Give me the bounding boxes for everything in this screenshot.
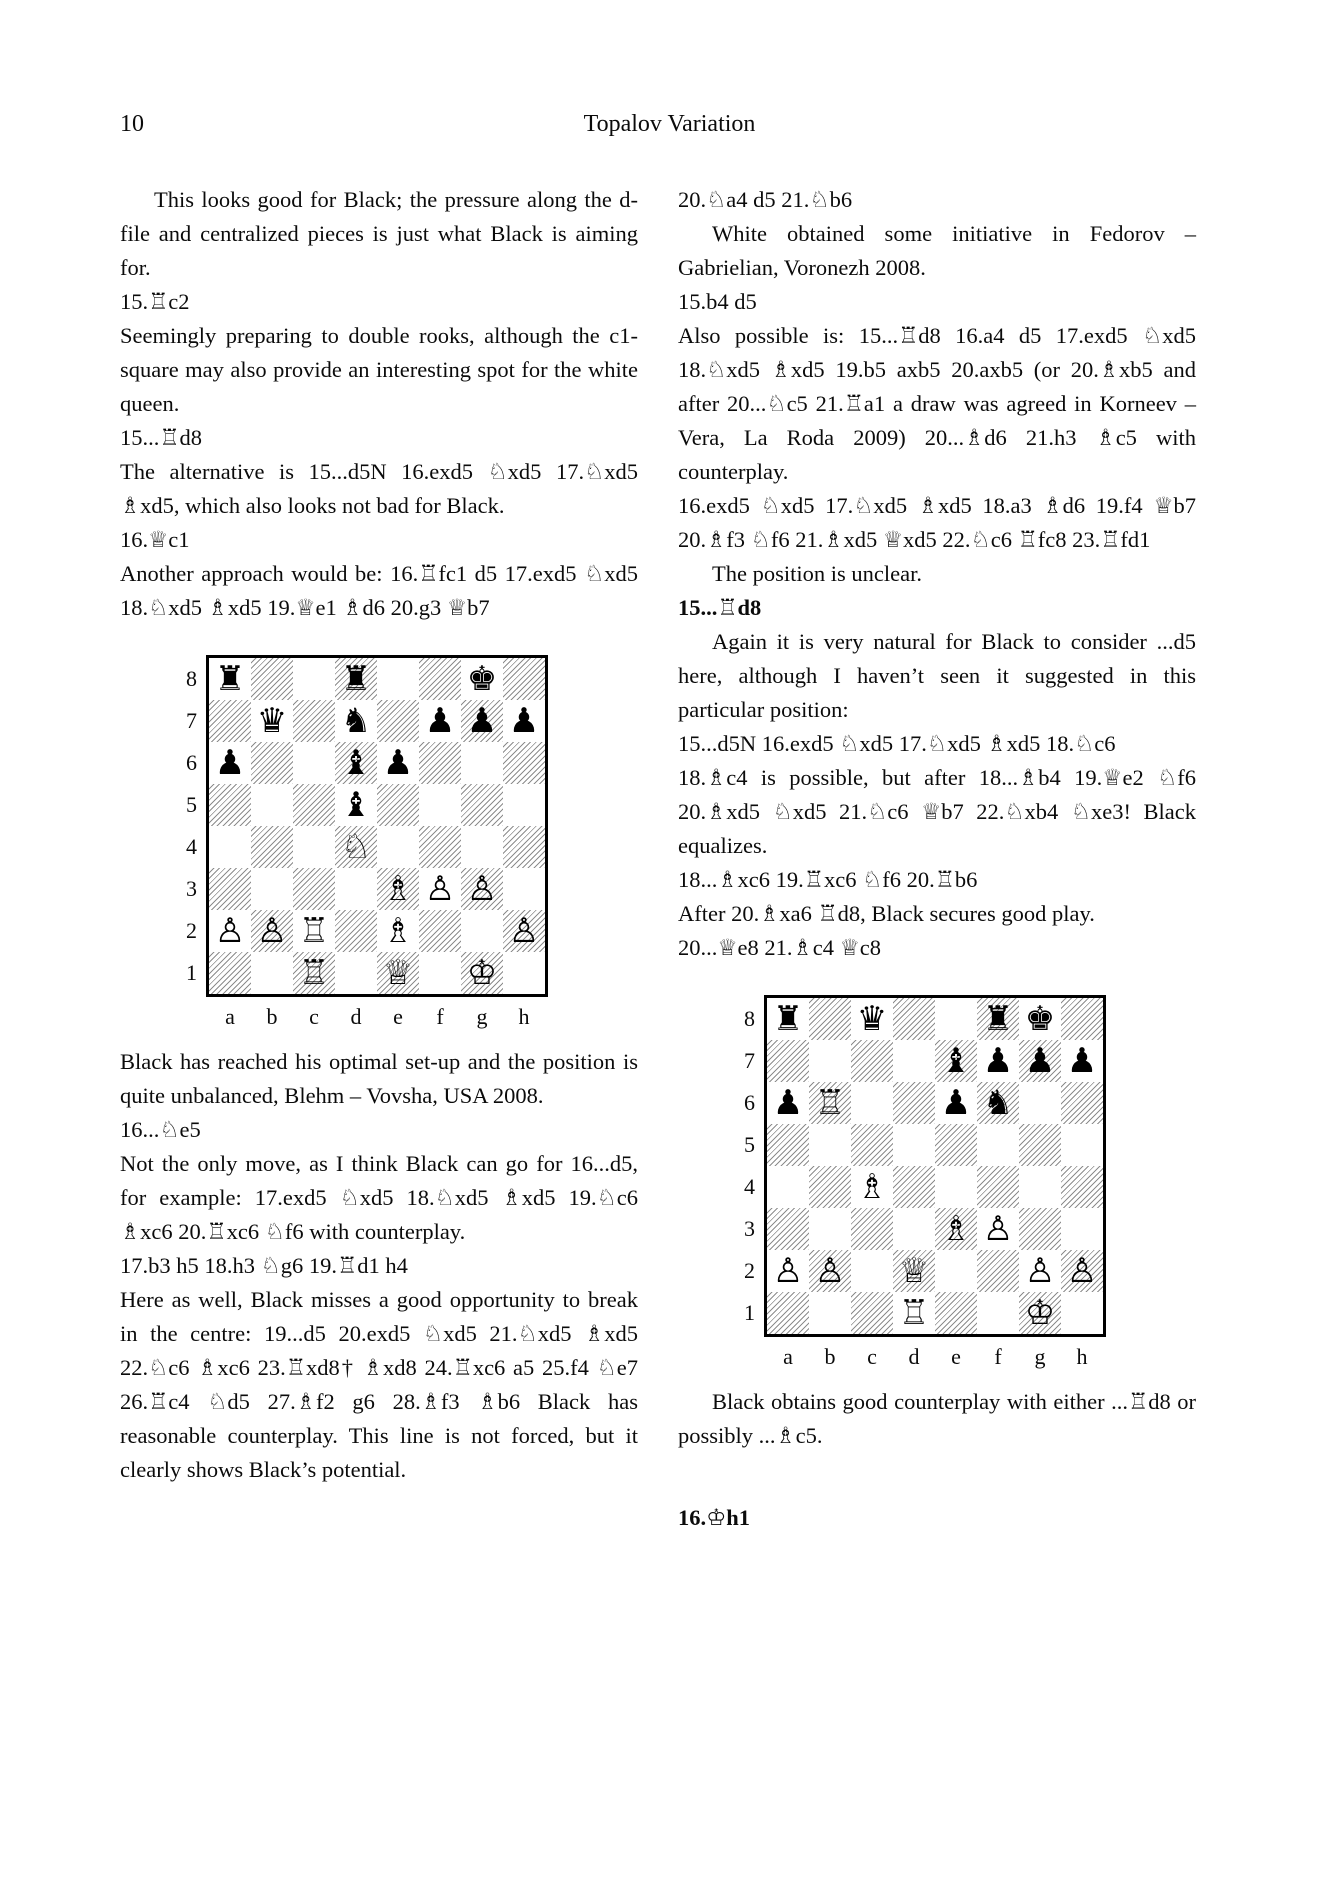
annotation: Black has reached his optimal set-up and the position is quite unbalanced, Blehm – Vovsha, USA 2008. xyxy=(120,1049,638,1108)
white-bishop-icon: ♗ xyxy=(382,911,414,951)
move-line: 20.♘a4 d5 21.♘b6 xyxy=(678,187,853,212)
square-c3 xyxy=(293,868,335,910)
chess-board xyxy=(206,655,548,997)
square-a5 xyxy=(209,784,251,826)
square-h4 xyxy=(1061,1166,1103,1208)
square-g5 xyxy=(461,784,503,826)
square-f3 xyxy=(419,868,461,910)
white-pawn-icon: ♙ xyxy=(256,911,288,951)
black-bishop-icon: ♝ xyxy=(340,743,372,783)
square-a6 xyxy=(209,742,251,784)
file-label: e xyxy=(951,1344,961,1369)
annotation: Seemingly preparing to double rooks, although the c1-square may also provide an interesting spot for the white queen. xyxy=(120,323,638,416)
square-h5 xyxy=(503,784,545,826)
square-c8 xyxy=(293,658,335,700)
square-a1 xyxy=(209,952,251,994)
square-e2 xyxy=(935,1250,977,1292)
square-c6 xyxy=(851,1082,893,1124)
square-f7 xyxy=(977,1040,1019,1082)
move-line: 16...♘e5 xyxy=(120,1117,201,1142)
rank-label: 3 xyxy=(744,1216,755,1241)
square-f5 xyxy=(977,1124,1019,1166)
black-pawn-icon: ♟ xyxy=(424,701,456,741)
square-h8 xyxy=(503,658,545,700)
black-knight-icon: ♞ xyxy=(340,701,372,741)
white-bishop-icon: ♗ xyxy=(856,1167,888,1207)
white-queen-icon: ♕ xyxy=(382,953,414,993)
square-b6 xyxy=(251,742,293,784)
square-a3 xyxy=(209,868,251,910)
black-queen-icon: ♛ xyxy=(856,999,888,1039)
black-bishop-icon: ♝ xyxy=(340,785,372,825)
square-b5 xyxy=(809,1124,851,1166)
white-knight-icon: ♘ xyxy=(340,827,372,867)
square-d5 xyxy=(335,784,377,826)
square-f3 xyxy=(977,1208,1019,1250)
square-d7 xyxy=(893,1040,935,1082)
rank-label: 6 xyxy=(186,750,197,775)
square-e6 xyxy=(935,1082,977,1124)
square-h6 xyxy=(503,742,545,784)
black-bishop-icon: ♝ xyxy=(940,1041,972,1081)
square-d4 xyxy=(335,826,377,868)
square-e3 xyxy=(935,1208,977,1250)
square-f5 xyxy=(419,784,461,826)
square-g6 xyxy=(461,742,503,784)
black-rook-icon: ♜ xyxy=(982,999,1014,1039)
square-c6 xyxy=(293,742,335,784)
square-d3 xyxy=(335,868,377,910)
rank-labels xyxy=(180,655,206,997)
main-move-heading: 16.♔h1 xyxy=(678,1505,751,1530)
square-d6 xyxy=(893,1082,935,1124)
file-label: f xyxy=(994,1344,1002,1369)
square-c7 xyxy=(293,700,335,742)
square-a8 xyxy=(209,658,251,700)
square-e6 xyxy=(377,742,419,784)
file-label: c xyxy=(867,1344,877,1369)
square-g7 xyxy=(1019,1040,1061,1082)
square-b3 xyxy=(809,1208,851,1250)
black-king-icon: ♚ xyxy=(466,659,498,699)
page-number: 10 xyxy=(120,111,144,137)
black-pawn-icon: ♟ xyxy=(940,1083,972,1123)
square-e7 xyxy=(935,1040,977,1082)
file-label: c xyxy=(309,1004,319,1029)
file-label: d xyxy=(908,1344,920,1369)
rank-label: 4 xyxy=(744,1174,755,1199)
rank-label: 4 xyxy=(186,834,197,859)
black-pawn-icon: ♟ xyxy=(508,701,540,741)
annotation: Here as well, Black misses a good opportunity to break in the centre: 19...d5 20.exd5 ♘xd5 21.♘xd5 ♗xd5 22.♘c6 ♗xc6 23.♖xd8† ♗xd8 24.♖xc6 a5 25.f4 ♘e7 26.♖c4 ♘d5 27.♗f2 g6 28.♗f3 ♗b6 Black has reasonable counterplay. This line is not forced, but it clearly shows Black’s potential. xyxy=(120,1287,638,1482)
file-label: f xyxy=(436,1004,444,1029)
rank-label: 1 xyxy=(744,1300,755,1325)
rank-label: 8 xyxy=(744,1006,755,1031)
annotation: 18.♗c4 is possible, but after 18...♗b4 19.♕e2 ♘f6 20.♗xd5 ♘xd5 21.♘c6 ♕b7 22.♘xb4 ♘xe3! Black equalizes. xyxy=(678,765,1196,858)
square-a7 xyxy=(767,1040,809,1082)
square-d6 xyxy=(335,742,377,784)
file-label: b xyxy=(824,1344,836,1369)
chess-board xyxy=(764,995,1106,1337)
square-b7 xyxy=(251,700,293,742)
rank-label: 2 xyxy=(186,918,197,943)
black-knight-icon: ♞ xyxy=(982,1083,1014,1123)
square-b7 xyxy=(809,1040,851,1082)
square-e8 xyxy=(377,658,419,700)
white-pawn-icon: ♙ xyxy=(424,869,456,909)
square-f8 xyxy=(419,658,461,700)
square-b1 xyxy=(809,1292,851,1334)
square-d2 xyxy=(893,1250,935,1292)
square-h3 xyxy=(503,868,545,910)
square-d8 xyxy=(335,658,377,700)
square-b2 xyxy=(251,910,293,952)
square-g2 xyxy=(461,910,503,952)
annotation: After 20.♗xa6 ♖d8, Black secures good play. xyxy=(678,901,1095,926)
black-rook-icon: ♜ xyxy=(214,659,246,699)
square-a5 xyxy=(767,1124,809,1166)
square-d7 xyxy=(335,700,377,742)
move-line: 16.exd5 ♘xd5 17.♘xd5 ♗xd5 18.a3 ♗d6 19.f4 ♕b7 20.♗f3 ♘f6 21.♗xd5 ♕xd5 22.♘c6 ♖fc8 23.♖fd1 xyxy=(678,493,1196,552)
white-king-icon: ♔ xyxy=(1024,1293,1056,1333)
file-label: b xyxy=(266,1004,278,1029)
square-a7 xyxy=(209,700,251,742)
file-label: g xyxy=(476,1004,488,1029)
square-d4 xyxy=(893,1166,935,1208)
square-f6 xyxy=(419,742,461,784)
square-d8 xyxy=(893,998,935,1040)
square-h7 xyxy=(503,700,545,742)
square-b2 xyxy=(809,1250,851,1292)
square-g6 xyxy=(1019,1082,1061,1124)
file-label: h xyxy=(518,1004,530,1029)
square-e5 xyxy=(935,1124,977,1166)
paragraph: White obtained some initiative in Fedorov – Gabrielian, Voronezh 2008. xyxy=(678,221,1196,280)
square-e1 xyxy=(377,952,419,994)
white-bishop-icon: ♗ xyxy=(940,1209,972,1249)
rank-label: 2 xyxy=(744,1258,755,1283)
annotation: The alternative is 15...d5N 16.exd5 ♘xd5 17.♘xd5 ♗xd5, which also looks not bad for Black. xyxy=(120,459,638,518)
square-f2 xyxy=(419,910,461,952)
square-h4 xyxy=(503,826,545,868)
square-h8 xyxy=(1061,998,1103,1040)
square-h7 xyxy=(1061,1040,1103,1082)
square-g4 xyxy=(461,826,503,868)
square-d2 xyxy=(335,910,377,952)
square-f8 xyxy=(977,998,1019,1040)
move-line: 15.b4 d5 xyxy=(678,289,757,314)
square-e5 xyxy=(377,784,419,826)
square-f4 xyxy=(977,1166,1019,1208)
square-g3 xyxy=(1019,1208,1061,1250)
square-c1 xyxy=(851,1292,893,1334)
diagram-blehm-vovsha xyxy=(180,655,552,1031)
square-b3 xyxy=(251,868,293,910)
white-rook-icon: ♖ xyxy=(298,911,330,951)
move-line: 18...♗xc6 19.♖xc6 ♘f6 20.♖b6 xyxy=(678,867,978,892)
black-pawn-icon: ♟ xyxy=(382,743,414,783)
rank-label: 8 xyxy=(186,666,197,691)
square-g8 xyxy=(461,658,503,700)
square-b6 xyxy=(809,1082,851,1124)
white-queen-icon: ♕ xyxy=(898,1251,930,1291)
black-pawn-icon: ♟ xyxy=(466,701,498,741)
right-column xyxy=(678,183,1196,1535)
square-h3 xyxy=(1061,1208,1103,1250)
annotation: Also possible is: 15...♖d8 16.a4 d5 17.exd5 ♘xd5 18.♘xd5 ♗xd5 19.b5 axb5 20.axb5 (or 20.♗xb5 and after 20...♘c5 21.♖a1 a draw was agreed in Korneev – Vera, La Roda 2009) 20...♗d6 21.h3 ♗c5 with counterplay. xyxy=(678,323,1196,484)
black-king-icon: ♚ xyxy=(1024,999,1056,1039)
square-c3 xyxy=(851,1208,893,1250)
square-b8 xyxy=(809,998,851,1040)
file-label: g xyxy=(1034,1344,1046,1369)
square-a4 xyxy=(209,826,251,868)
white-pawn-icon: ♙ xyxy=(214,911,246,951)
square-a8 xyxy=(767,998,809,1040)
rank-label: 6 xyxy=(744,1090,755,1115)
square-e4 xyxy=(935,1166,977,1208)
square-b4 xyxy=(809,1166,851,1208)
page-header xyxy=(120,106,1219,142)
black-rook-icon: ♜ xyxy=(772,999,804,1039)
square-d1 xyxy=(893,1292,935,1334)
rank-label: 5 xyxy=(186,792,197,817)
square-a2 xyxy=(767,1250,809,1292)
move-line: 20...♕e8 21.♗c4 ♕c8 xyxy=(678,935,881,960)
square-b1 xyxy=(251,952,293,994)
white-pawn-icon: ♙ xyxy=(1066,1251,1098,1291)
file-labels xyxy=(767,1337,1110,1371)
white-bishop-icon: ♗ xyxy=(382,869,414,909)
square-e4 xyxy=(377,826,419,868)
white-rook-icon: ♖ xyxy=(898,1293,930,1333)
square-f4 xyxy=(419,826,461,868)
square-b8 xyxy=(251,658,293,700)
square-a1 xyxy=(767,1292,809,1334)
move-line: 15.♖c2 xyxy=(120,289,190,314)
move-line: 15...♖d8 xyxy=(120,425,203,450)
black-queen-icon: ♛ xyxy=(256,701,288,741)
square-b4 xyxy=(251,826,293,868)
square-d5 xyxy=(893,1124,935,1166)
square-f2 xyxy=(977,1250,1019,1292)
square-c5 xyxy=(293,784,335,826)
black-pawn-icon: ♟ xyxy=(214,743,246,783)
square-f6 xyxy=(977,1082,1019,1124)
square-g3 xyxy=(461,868,503,910)
square-a3 xyxy=(767,1208,809,1250)
square-c8 xyxy=(851,998,893,1040)
rank-label: 1 xyxy=(186,960,197,985)
paragraph: The position is unclear. xyxy=(712,561,922,586)
paragraph: Again it is very natural for Black to consider ...d5 here, although I haven’t seen it suggested in this particular position: xyxy=(678,629,1196,722)
rank-label: 5 xyxy=(744,1132,755,1157)
paragraph: Black obtains good counterplay with either ...♖d8 or possibly ...♗c5. xyxy=(678,1389,1196,1448)
white-rook-icon: ♖ xyxy=(814,1083,846,1123)
square-g2 xyxy=(1019,1250,1061,1292)
paragraph: This looks good for Black; the pressure along the d-file and centralized pieces is just what Black is aiming for. xyxy=(120,187,638,280)
file-label: e xyxy=(393,1004,403,1029)
square-g5 xyxy=(1019,1124,1061,1166)
square-d3 xyxy=(893,1208,935,1250)
white-king-icon: ♔ xyxy=(466,953,498,993)
square-e2 xyxy=(377,910,419,952)
square-h1 xyxy=(1061,1292,1103,1334)
square-e7 xyxy=(377,700,419,742)
square-h2 xyxy=(1061,1250,1103,1292)
square-f1 xyxy=(419,952,461,994)
square-h2 xyxy=(503,910,545,952)
square-c1 xyxy=(293,952,335,994)
square-c2 xyxy=(293,910,335,952)
black-pawn-icon: ♟ xyxy=(772,1083,804,1123)
move-line: 15...d5N 16.exd5 ♘xd5 17.♘xd5 ♗xd5 18.♘c6 xyxy=(678,731,1116,756)
rank-labels xyxy=(738,995,764,1337)
square-e1 xyxy=(935,1292,977,1334)
black-pawn-icon: ♟ xyxy=(1066,1041,1098,1081)
file-label: a xyxy=(225,1004,235,1029)
square-a6 xyxy=(767,1082,809,1124)
white-pawn-icon: ♙ xyxy=(466,869,498,909)
square-a2 xyxy=(209,910,251,952)
square-g8 xyxy=(1019,998,1061,1040)
white-pawn-icon: ♙ xyxy=(508,911,540,951)
white-pawn-icon: ♙ xyxy=(982,1209,1014,1249)
square-f7 xyxy=(419,700,461,742)
rank-label: 7 xyxy=(744,1048,755,1073)
move-line: 16.♕c1 xyxy=(120,527,190,552)
square-c4 xyxy=(293,826,335,868)
square-g4 xyxy=(1019,1166,1061,1208)
file-label: a xyxy=(783,1344,793,1369)
annotation: Not the only move, as I think Black can go for 16...d5, for example: 17.exd5 ♘xd5 18.♘xd5 ♗xd5 19.♘c6 ♗xc6 20.♖xc6 ♘f6 with counterplay. xyxy=(120,1151,638,1244)
black-rook-icon: ♜ xyxy=(340,659,372,699)
rank-label: 3 xyxy=(186,876,197,901)
black-pawn-icon: ♟ xyxy=(1024,1041,1056,1081)
square-g7 xyxy=(461,700,503,742)
square-g1 xyxy=(1019,1292,1061,1334)
black-pawn-icon: ♟ xyxy=(982,1041,1014,1081)
square-a4 xyxy=(767,1166,809,1208)
white-pawn-icon: ♙ xyxy=(1024,1251,1056,1291)
diagram-after-21-qc8 xyxy=(738,995,1110,1371)
square-h6 xyxy=(1061,1082,1103,1124)
file-label: h xyxy=(1076,1344,1088,1369)
square-d1 xyxy=(335,952,377,994)
square-b5 xyxy=(251,784,293,826)
white-pawn-icon: ♙ xyxy=(814,1251,846,1291)
square-e3 xyxy=(377,868,419,910)
rank-label: 7 xyxy=(186,708,197,733)
square-c5 xyxy=(851,1124,893,1166)
square-f1 xyxy=(977,1292,1019,1334)
main-move-heading: 15...♖d8 xyxy=(678,595,762,620)
square-g1 xyxy=(461,952,503,994)
square-e8 xyxy=(935,998,977,1040)
left-column xyxy=(120,183,638,1487)
file-labels xyxy=(209,997,552,1031)
white-pawn-icon: ♙ xyxy=(772,1251,804,1291)
page-title: Topalov Variation xyxy=(583,111,756,137)
square-h1 xyxy=(503,952,545,994)
square-h5 xyxy=(1061,1124,1103,1166)
file-label: d xyxy=(350,1004,362,1029)
square-c4 xyxy=(851,1166,893,1208)
square-c2 xyxy=(851,1250,893,1292)
white-rook-icon: ♖ xyxy=(298,953,330,993)
square-c7 xyxy=(851,1040,893,1082)
annotation: Another approach would be: 16.♖fc1 d5 17.exd5 ♘xd5 18.♘xd5 ♗xd5 19.♕e1 ♗d6 20.g3 ♕b7 xyxy=(120,561,638,620)
move-line: 17.b3 h5 18.h3 ♘g6 19.♖d1 h4 xyxy=(120,1253,408,1278)
